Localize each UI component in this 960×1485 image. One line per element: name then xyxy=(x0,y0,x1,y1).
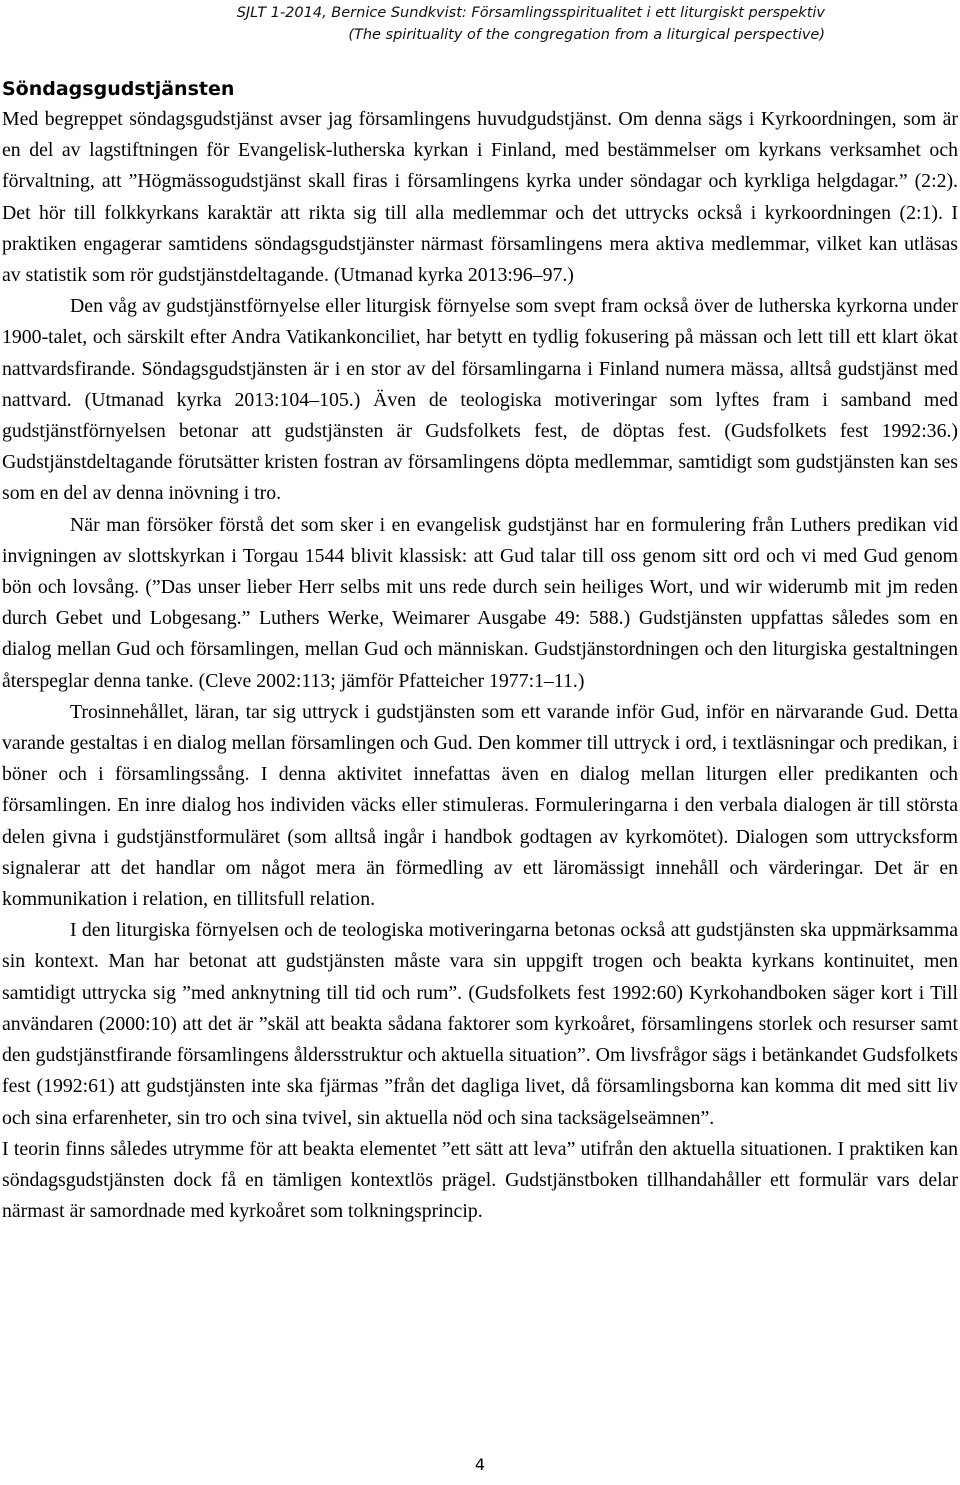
article-body xyxy=(2,104,958,1227)
paragraph-5: I den liturgiska förnyelsen och de teologiska motiveringarna betonas också att gudstjänsten ska uppmärksamma sin kontext. Man har betonat att gudstjänsten måste vara sin uppgift trogen och beakta kyrkans kontinuitet, men samtidigt uttrycka sig ”med anknytning till tid och rum”. (Gudsfolkets fest 1992:60) Kyrkohandboken säger kort i Till användaren (2000:10) att det är ”skäl att beakta sådana faktorer som kyrkoåret, församlingens storlek och resurser samt den gudstjänstfirande församlingens åldersstruktur och aktuella situation”. Om livsfrågor sägs i betänkandet Gudsfolkets fest (1992:61) att gudstjänsten inte ska fjärmas ”från det dagliga livet, då församlingsborna kan komma dit med sitt liv och sina erfarenheter, sin tro och sina tvivel, sin aktuella nöd och sina tacksägelseämnen”. xyxy=(2,919,958,1129)
section-heading: Söndagsgudstjänsten xyxy=(2,78,235,100)
english-title-line: (The spirituality of the congregation from a liturgical perspective) xyxy=(348,27,825,43)
paragraph-3: När man försöker förstå det som sker i en evangelisk gudstjänst har en formulering från Luthers predikan vid invigningen av slottskyrkan i Torgau 1544 blivit klassisk: att Gud talar till oss genom sitt ord och vi med Gud genom bön och lovsång. (”Das unser lieber Herr selbs mit uns rede durch sein heiliges Wort, und wir widerumb mit jm reden durch Gebet und Lobgesang.” Luthers Werke, Weimarer Ausgabe 49: 588.) Gudstjänsten uppfattas således som en dialog mellan Gud och församlingen, mellan Gud och människan. Gudstjänstordningen och den liturgiska gestaltningen återspeglar denna tanke. (Cleve 2002:113; jämför Pfatteicher 1977:1–11.) xyxy=(2,513,958,692)
paragraph-2: Den våg av gudstjänstförnyelse eller liturgisk förnyelse som svept fram också över de lutherska kyrkorna under 1900-talet, och särskilt efter Andra Vatikankonciliet, har betytt en tydlig fokusering på mässan och lett till ett klart ökat nattvardsfirande. Söndagsgudstjänsten är i en stor av del församlingarna i Finland numera mässa, alltså gudstjänst med nattvard. (Utmanad kyrka 2013:104–105.) Även de teologiska motiveringar som lyftes fram i samband med gudstjänstförnyelsen betonar att gudstjänsten är Gudsfolkets fest, de döptas fest. (Gudsfolkets fest 1992:36.) Gudstjänstdeltagande förutsätter kristen fostran av församlingens döpta medlemmar, samtidigt som gudstjänsten kan ses som en del av denna inövning i tro. xyxy=(2,295,958,505)
paragraph-1: Med begreppet söndagsgudstjänst avser jag församlingens huvudgudstjänst. Om denna sägs i Kyrkoordningen, som är en del av lagstiftningen för Evangelisk-lutherska kyrkan i Finland, med bestämmelser om kyrkans verksamhet och förvaltning, att ”Högmässogudstjänst skall firas i församlingens kyrka under söndagar och kyrkliga helgdagar.” (2:2). Det hör till folkkyrkans karaktär att rikta sig till alla medlemmar och det uttrycks också i kyrkoordningen (2:1). I praktiken engagerar samtidens söndagsgudstjänster närmast församlingens mera aktiva medlemmar, vilket kan utläsas av statistik som rör gudstjänstdeltagande. (Utmanad kyrka 2013:96–97.) xyxy=(2,108,958,287)
paragraph-4: Trosinnehållet, läran, tar sig uttryck i gudstjänsten som ett varande inför Gud, inför en närvarande Gud. Detta varande gestaltas i en dialog mellan församlingen och Gud. Den kommer till uttryck i ord, i textläsningar och predikan, i böner och i församlingssång. I denna aktivitet innefattas även en dialog mellan liturgen eller predikanten och församlingen. En inre dialog hos individen väcks eller stimuleras. Formuleringarna i den verbala dialogen är till största delen givna i gudstjänstformuläret (som alltså ingår i handbok godtagen av kyrkomötet). Dialogen som uttrycksform signalerar att det handlar om något mera än förmedling av ett läromässigt innehåll och värderingar. Det är en kommunikation i relation, en tillitsfull relation. xyxy=(2,700,958,911)
journal-citation-line: SJLT 1-2014, Bernice Sundkvist: Församlingsspiritualitet i ett liturgiskt perspektiv xyxy=(236,5,825,21)
page-number: 4 xyxy=(474,1455,486,1474)
running-header xyxy=(185,2,825,46)
paragraph-6: I teorin finns således utrymme för att beakta elementet ”ett sätt att leva” utifrån den aktuella situationen. I praktiken kan söndagsgudstjänsten dock få en tämligen kontextlös prägel. Gudstjänstboken tillhandahåller ett formulär vars delar närmast är samordnade med kyrkoåret som tolkningsprincip. xyxy=(2,1137,958,1223)
